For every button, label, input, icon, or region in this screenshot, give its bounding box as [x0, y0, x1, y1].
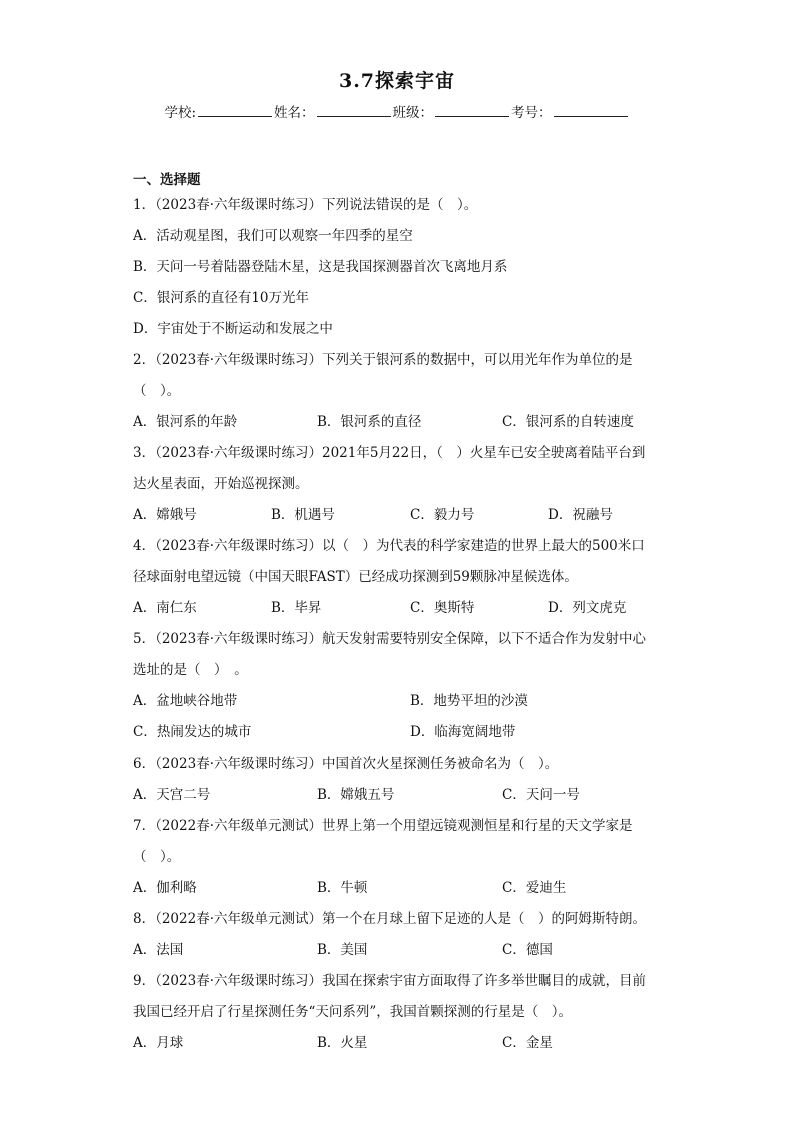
question-3-stem-line-2: 达火星表面，开始巡视探测。: [133, 476, 309, 492]
question-6-option-a[interactable]: A．天宫二号: [133, 787, 211, 803]
question-7-option-b[interactable]: B．牛顿: [317, 880, 368, 896]
question-4-option-c[interactable]: C．奥斯特: [410, 600, 475, 616]
question-4-stem-line-2: 径球面射电望远镜（中国天眼FAST）已经成功探测到59颗脉冲星候选体。: [133, 569, 578, 585]
question-6-stem: 6．（2023春·六年级课时练习）中国首次火星探测任务被命名为（ ）。: [133, 756, 559, 772]
question-1-option-d[interactable]: D．宇宙处于不断运动和发展之中: [133, 321, 333, 337]
question-4-option-a[interactable]: A．南仁东: [133, 600, 197, 616]
question-8-options: [0, 938, 794, 958]
question-9-option-a[interactable]: A．月球: [133, 1035, 184, 1051]
question-9-stem-line-2: 我国已经开启了行星探测任务“天问系列”，我国首颗探测的行星是（ ）。: [133, 1004, 573, 1020]
question-7-stem-line-2: （ ）。: [133, 849, 181, 865]
question-5-option-c[interactable]: C．热闹发达的城市: [133, 724, 252, 740]
question-7-stem-line-1: 7．（2022春·六年级单元测试）世界上第一个用望远镜观测恒星和行星的天文学家是: [133, 818, 633, 834]
question-5-option-b[interactable]: B．地势平坦的沙漠: [410, 693, 528, 709]
name-label: 姓名：: [274, 105, 315, 121]
question-4-options: [0, 596, 794, 616]
question-5-option-d[interactable]: D．临海宽阔地带: [410, 724, 516, 740]
question-1-stem: 1．（2023春·六年级课时练习）下列说法错误的是（ ）。: [133, 197, 478, 213]
question-3-option-d[interactable]: D．祝融号: [548, 507, 613, 523]
question-4-option-b[interactable]: B．毕昇: [271, 600, 322, 616]
question-6-option-b[interactable]: B．嫦娥五号: [317, 787, 395, 803]
question-8-option-c[interactable]: C．德国: [502, 942, 553, 958]
question-2-option-a[interactable]: A．银河系的年龄: [133, 414, 238, 430]
question-5-stem-line-1: 5．（2023春·六年级课时练习）航天发射需要特别安全保障，以下不适合作为发射中心: [133, 631, 646, 647]
class-label: 班级：: [392, 105, 434, 121]
question-3-option-c[interactable]: C．毅力号: [410, 507, 475, 523]
question-3-option-a[interactable]: A．嫦娥号: [133, 507, 197, 523]
question-9-option-b[interactable]: B．火星: [317, 1035, 368, 1051]
question-1-option-c[interactable]: C．银河系的直径有10万光年: [133, 290, 310, 306]
question-6-options: [0, 783, 794, 803]
question-8-option-b[interactable]: B．美国: [317, 942, 368, 958]
question-9-options: [0, 1031, 794, 1051]
question-9-option-c[interactable]: C．金星: [502, 1035, 553, 1051]
question-7-option-a[interactable]: A．伽利略: [133, 880, 197, 896]
question-8-stem: 8．（2022春·六年级单元测试）第一个在月球上留下足迹的人是（ ）的阿姆斯特朗。: [133, 911, 646, 927]
question-8-option-a[interactable]: A．法国: [133, 942, 184, 958]
question-7-options: [0, 876, 794, 896]
name-blank[interactable]: [317, 104, 391, 117]
question-5-options-row-1: [0, 689, 794, 709]
question-2-stem-line-2: （ ）。: [133, 383, 181, 399]
question-4-option-d[interactable]: D．列文虎克: [548, 600, 627, 616]
question-2-option-c[interactable]: C．银河系的自转速度: [502, 414, 634, 430]
question-1-option-b[interactable]: B．天问一号着陆器登陆木星，这是我国探测器首次飞离地月系: [133, 259, 508, 275]
exam-no-blank[interactable]: [554, 104, 628, 117]
question-2-option-b[interactable]: B．银河系的直径: [317, 414, 422, 430]
class-blank[interactable]: [435, 104, 509, 117]
school-blank[interactable]: [198, 104, 272, 117]
question-5-options-row-2: [0, 720, 794, 740]
question-1-option-a[interactable]: A．活动观星图，我们可以观察一年四季的星空: [133, 228, 413, 244]
question-4-stem-line-1: 4．（2023春·六年级课时练习）以（ ）为代表的科学家建造的世界上最大的500米口: [133, 538, 645, 554]
page-title: 3.7探索宇宙: [338, 70, 456, 92]
student-info-row: [0, 101, 794, 121]
school-label: 学校:: [164, 105, 197, 121]
question-6-option-c[interactable]: C．天问一号: [502, 787, 580, 803]
question-3-stem-line-1: 3．（2023春·六年级课时练习）2021年5月22日，（ ）火星车已安全驶离着陆平台到: [133, 445, 646, 461]
question-7-option-c[interactable]: C．爱迪生: [502, 880, 567, 896]
section-title: 一、选择题: [133, 172, 201, 188]
question-3-option-b[interactable]: B．机遇号: [271, 507, 335, 523]
question-2-options: [0, 410, 794, 430]
question-9-stem-line-1: 9．（2023春·六年级课时练习）我国在探索宇宙方面取得了许多举世瞩目的成就，目前: [133, 973, 646, 989]
question-3-options: [0, 503, 794, 523]
question-5-option-a[interactable]: A．盆地峡谷地带: [133, 693, 238, 709]
question-5-stem-line-2: 选址的是（ ） 。: [133, 662, 248, 678]
exam-no-label: 考号：: [511, 105, 552, 121]
question-2-stem-line-1: 2．（2023春·六年级课时练习）下列关于银河系的数据中，可以用光年作为单位的是: [133, 352, 633, 368]
